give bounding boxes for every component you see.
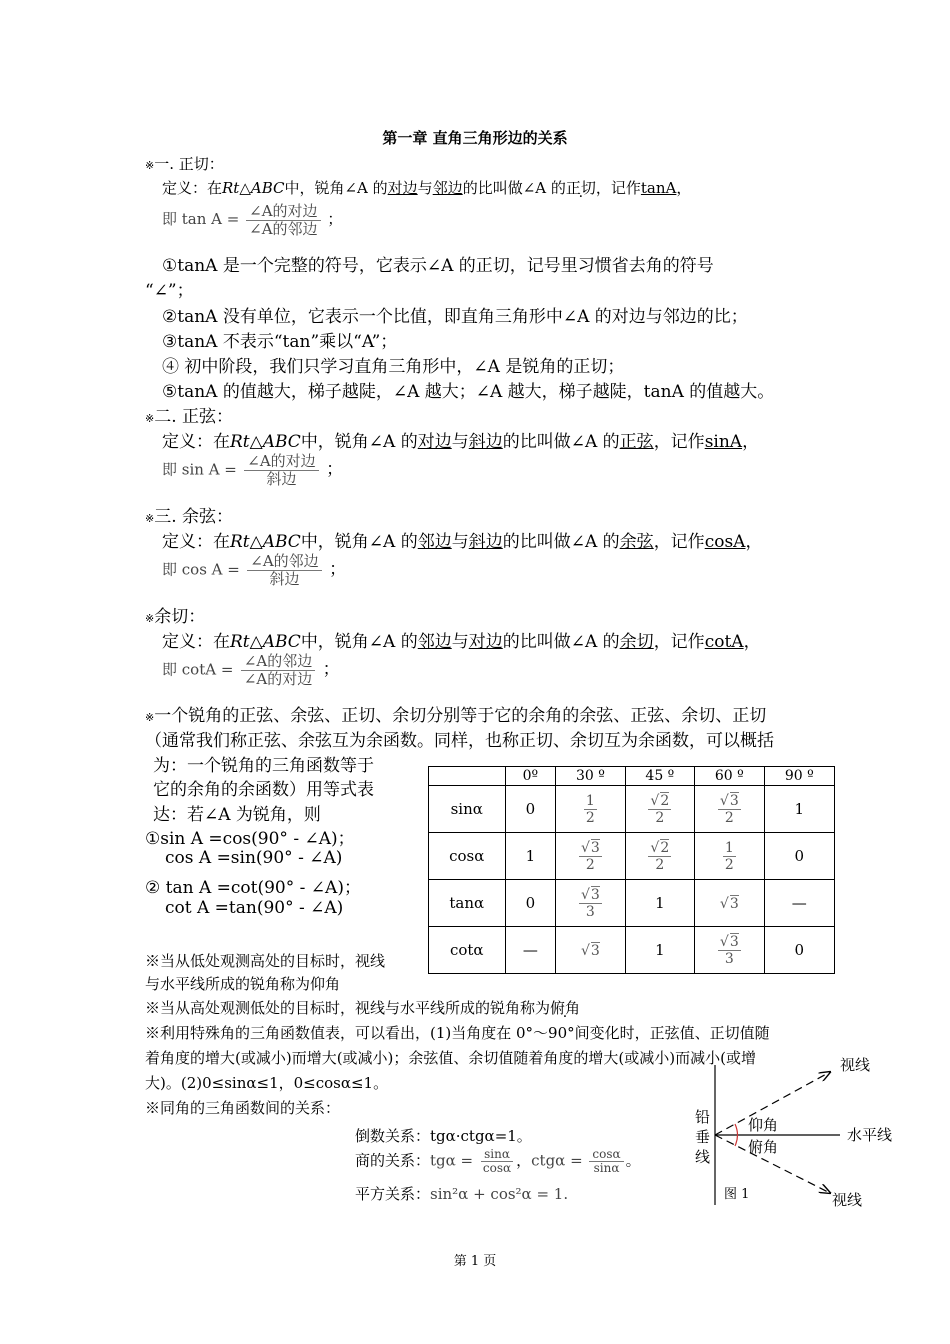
table-cell: $\frac{√3}{3}$ — [695, 927, 764, 974]
table-cell: — — [505, 927, 556, 974]
table-cell: 1 — [625, 880, 694, 927]
table-header: 30 º — [556, 767, 625, 786]
tangent-heading: ※一. 正切： — [145, 155, 224, 173]
quotient-relation: 商的关系：tgα = $\frac{\sin\alpha}{\cos\alpha}$ ，ctgα = $\frac{\cos\alpha}{\sin\alpha}$ 。 — [355, 1147, 641, 1176]
cotangent-heading: ※余切： — [145, 607, 206, 627]
note-elevation-2: 与水平线所成的锐角称为仰角 — [145, 975, 341, 993]
complement-eq-4: cot A =tan(90° - ∠A) — [165, 898, 344, 918]
tangent-note-3: ③tanA 不表示“tan”乘以“A”； — [162, 332, 398, 352]
angle-diagram — [690, 1050, 910, 1210]
row-label: tanα — [429, 880, 506, 927]
depression-label: 俯角 — [748, 1138, 779, 1156]
plumb-label-2: 垂 — [695, 1128, 711, 1146]
cosine-formula: 即 cos A = $\frac{\text{∠A的邻边}}{\text{斜边}}$ ； — [162, 552, 347, 588]
tangent-note-5: ⑤tanA 的值越大，梯子越陡，∠A 越大；∠A 越大，梯子越陡，tanA 的值越大。 — [162, 382, 775, 402]
table-header: 60 º — [695, 767, 764, 786]
table-row — [429, 880, 835, 927]
table-header: 0º — [505, 767, 556, 786]
table-cell: $\frac{√2}{2}$ — [625, 833, 694, 880]
elevation-label: 仰角 — [748, 1116, 779, 1134]
cosine-definition: 定义：在Rt△ABC中，锐角∠A 的邻边与斜边的比叫做∠A 的余弦，记作cosA， — [162, 532, 763, 552]
table-cell: √3 — [695, 880, 764, 927]
cosine-heading: ※三. 余弦： — [145, 507, 234, 527]
table-cell: 0 — [505, 880, 556, 927]
reference-marker: ※ — [145, 159, 155, 172]
note-special-3: 大)。(2)0≤sinα≤1，0≤cosα≤1。 — [145, 1074, 389, 1092]
complement-line-3: 为：一个锐角的三角函数等于 — [153, 756, 374, 776]
tangent-note-2: ②tanA 没有单位，它表示一个比值，即直角三角形中∠A 的对边与邻边的比； — [162, 307, 748, 327]
table-cell: 1 — [764, 786, 834, 833]
table-row — [429, 927, 835, 974]
plumb-label-3: 线 — [695, 1148, 711, 1166]
table-header: 90 º — [764, 767, 834, 786]
square-relation: 平方关系：sin²α + cos²α = 1. — [355, 1185, 569, 1203]
table-cell: 0 — [764, 833, 834, 880]
tangent-definition: 定义：在Rt△ABC中，锐角∠A 的对边与邻边的比叫做∠A 的正切，记作tanA， — [162, 179, 692, 197]
table-cell: $\frac{√3}{3}$ — [556, 880, 625, 927]
tangent-note-1: ①tanA 是一个完整的符号，它表示∠A 的正切，记号里习惯省去角的符号 — [162, 256, 714, 276]
table-cell: 0 — [764, 927, 834, 974]
table-header: 45 º — [625, 767, 694, 786]
table-cell: $\frac{√2}{2}$ — [625, 786, 694, 833]
tangent-formula: 即 tan A = $\frac{\text{∠A的对边}}{\text{∠A的邻边}}$ ； — [162, 202, 343, 238]
complement-eq-2: cos A =sin(90° - ∠A) — [165, 848, 343, 868]
plumb-label-1: 铅 — [695, 1108, 711, 1126]
note-special-1: ※利用特殊角的三角函数值表，可以看出，(1)当角度在 0°～90°间变化时，正弦值、正切值随 — [145, 1024, 770, 1042]
tangent-note-4: ④ 初中阶段，我们只学习直角三角形中，∠A 是锐角的正切； — [162, 357, 625, 377]
tangent-note-1-cont: “∠”； — [145, 281, 194, 301]
sight-line-top-label: 视线 — [840, 1056, 871, 1074]
cotangent-formula: 即 cotA = $\frac{\text{∠A的邻边}}{\text{∠A的对边}}$ ； — [162, 652, 340, 688]
row-label: cosα — [429, 833, 506, 880]
table-cell: 1 — [625, 927, 694, 974]
sine-definition: 定义：在Rt△ABC中，锐角∠A 的对边与斜边的比叫做∠A 的正弦，记作sinA， — [162, 432, 760, 452]
page-title: 第一章 直角三角形边的关系 — [382, 129, 568, 147]
table-row — [429, 833, 835, 880]
table-row — [429, 786, 835, 833]
table-header-row — [429, 767, 835, 786]
complement-line-2: （通常我们称正弦、余弦互为余函数。同样，也称正切、余切互为余函数，可以概括 — [145, 731, 774, 751]
table-cell: 1 — [505, 833, 556, 880]
note-special-2: 着角度的增大(或减小)而增大(或减小)；余弦值、余切值随着角度的增大(或减小)而减小(或增 — [145, 1049, 756, 1067]
table-cell: $\frac{√3}{2}$ — [695, 786, 764, 833]
trig-values-table — [428, 766, 835, 974]
complement-line-5: 达：若∠A 为锐角，则 — [153, 805, 321, 825]
note-depression: ※当从高处观测低处的目标时，视线与水平线所成的锐角称为俯角 — [145, 999, 581, 1017]
sight-line-bottom-label: 视线 — [832, 1191, 863, 1209]
figure-caption: 图 1 — [724, 1187, 750, 1202]
complement-eq-3: ② tan A =cot(90° - ∠A)； — [145, 878, 361, 898]
table-cell: 0 — [505, 786, 556, 833]
table-cell: — — [764, 880, 834, 927]
table-cell: √3 — [556, 927, 625, 974]
cotangent-definition: 定义：在Rt△ABC中，锐角∠A 的邻边与对边的比叫做∠A 的余切，记作cotA， — [162, 632, 761, 652]
complement-eq-1: ①sin A =cos(90° - ∠A)； — [145, 829, 355, 849]
table-header — [429, 767, 506, 786]
note-same-angle: ※同角的三角函数间的关系： — [145, 1099, 341, 1117]
sine-formula: 即 sin A = $\frac{\text{∠A的对边}}{\text{斜边}}$ ； — [162, 452, 344, 488]
table-cell: $\frac{√3}{2}$ — [556, 833, 625, 880]
page-footer: 第 1 页 — [453, 1254, 497, 1269]
row-label: cotα — [429, 927, 506, 974]
table-cell: $\frac{1}{2}$ — [695, 833, 764, 880]
table-cell: $\frac{1}{2}$ — [556, 786, 625, 833]
complement-line-4: 它的余角的余函数）用等式表 — [153, 780, 374, 800]
complement-line-1: ※一个锐角的正弦、余弦、正切、余切分别等于它的余角的余弦、正弦、余切、正切 — [145, 706, 767, 726]
reciprocal-relation: 倒数关系：tgα·ctgα=1。 — [355, 1127, 532, 1145]
sine-heading: ※二. 正弦： — [145, 407, 234, 427]
horizontal-label: 水平线 — [847, 1126, 893, 1144]
note-elevation-1: ※当从低处观测高处的目标时，视线 — [145, 952, 386, 970]
row-label: sinα — [429, 786, 506, 833]
